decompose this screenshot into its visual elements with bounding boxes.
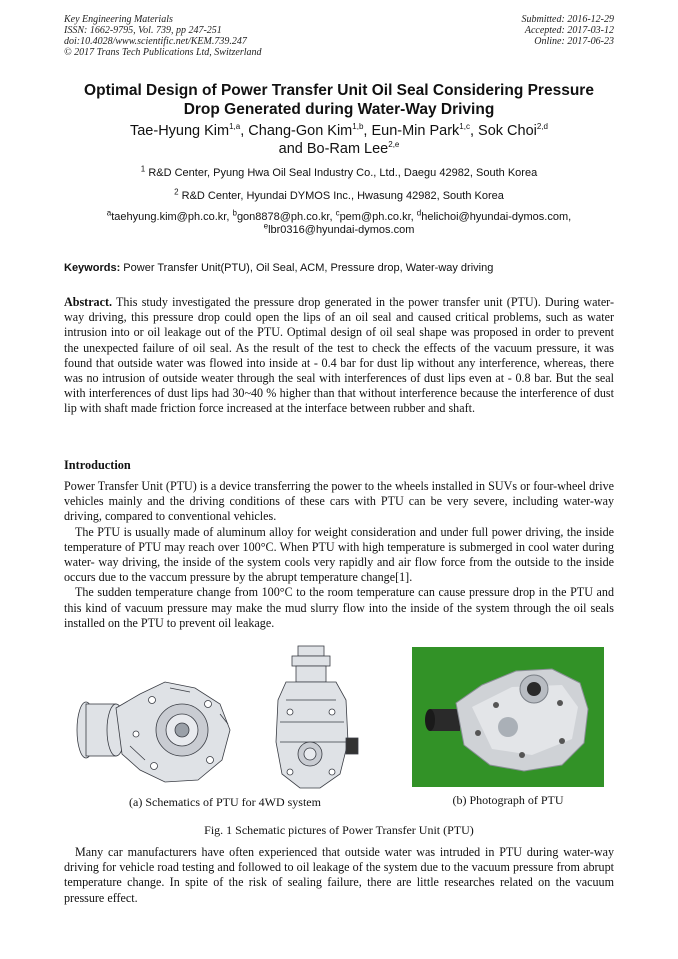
paragraph: Power Transfer Unit (PTU) is a device transferring the power to the wheels installed in SUVs or four-wheel drive vehicles mainly and the driving conditions of these cars with PTU can be very severe, including water-way driving, compared to conventional vehicles. [64, 479, 614, 524]
accepted-date: Accepted: 2017-03-12 [524, 25, 614, 36]
affiliation-2: $^2$ R&D Center, Hyundai DYMOS Inc., Hwasung 42982, South Korea [174, 187, 504, 202]
email-link[interactable]: pem@ph.co.kr, [339, 211, 417, 223]
online-date: Online: 2017-06-23 [534, 36, 614, 47]
figure-caption-b: (b) Photograph of PTU [452, 793, 564, 807]
journal-copyright: © 2017 Trans Tech Publications Ltd, Switzerland [64, 47, 262, 58]
author-list: Tae-Hyung Kim$^{1,a}$, Chang-Gon Kim$^{1,b}$, Eun-Min Park$^{1,c}$, Sok Choi$^{2,d}$ and Bo-Ram Lee$^{2,e}$ [129, 122, 548, 157]
section-heading-introduction: Introduction [64, 458, 131, 472]
keywords-label: Keywords: [64, 262, 121, 274]
journal-name: Key Engineering Materials [64, 14, 173, 25]
affiliation-1: $^1$ R&D Center, Pyung Hwa Oil Seal Industry Co., Ltd., Daegu 42982, South Korea [140, 164, 538, 179]
submitted-date: Submitted: 2016-12-29 [521, 14, 614, 25]
email-list: $^a$taehyung.kim@ph.co.kr, $^b$gon8878@ph.co.kr, $^c$pem@ph.co.kr, $^d$helichoi@hyundai-dymos.com, $^e$lbr0316@hyundai-dymos.com [106, 208, 572, 236]
paragraph: Many car manufacturers have often experienced that outside water was intruded in PTU during water-way driving for vehicle road testing and followed to oil leakage of the system due to the vacuum pressure from abrupt temperature change. In spite of the risk of sealing failure, there are little researches related on the vacuum pressure effect. [64, 845, 614, 905]
figure-ptu-schematic [70, 642, 390, 792]
author-name: Chang-Gon Kim [248, 123, 353, 139]
author-name: Tae-Hyung Kim [129, 123, 230, 139]
paragraph: The sudden temperature change from 100°C to the room temperature can cause pressure drop in the PTU and this kind of vacuum pressure may make the mud slurry flow into the inside of the system through the oil seals installed on the PTU to prevent oil leakage. [64, 585, 614, 630]
email-link[interactable]: gon8878@ph.co.kr, [236, 211, 336, 223]
introduction-body [64, 479, 614, 631]
journal-doi: doi:10.4028/www.scientific.net/KEM.739.247 [64, 36, 247, 47]
email-link[interactable]: lbr0316@hyundai-dymos.com [268, 224, 415, 236]
keywords [64, 261, 624, 275]
journal-issn: ISSN: 1662-9795, Vol. 739, pp 247-251 [64, 25, 222, 36]
dates-header [522, 14, 615, 47]
abstract [64, 295, 614, 417]
author-name: Eun-Min Park [371, 123, 460, 139]
paragraph: The PTU is usually made of aluminum alloy for weight consideration and under full power driving, the inside temperature of PTU may reach over 100°C. When PTU with high temperature is submerged in cool water during water- way driving, the inside of the system cools very rapidly and air flow force from the outside to the inside occurs due to the vaccum pressure by the abrupt temperature change[1]. [64, 524, 614, 585]
keywords-text: Power Transfer Unit(PTU), Oil Seal, ACM, Pressure drop, Water-way driving [120, 262, 494, 274]
author-name: and Bo-Ram Lee [278, 141, 389, 157]
figure-ptu-photo [412, 647, 604, 787]
post-figure-body [64, 845, 614, 906]
figure-caption: Fig. 1 Schematic pictures of Power Transfer Unit (PTU) [204, 823, 474, 837]
author-name: Sok Choi [478, 123, 537, 139]
paper-title: Optimal Design of Power Transfer Unit Oil Seal Considering Pressure Drop Generated during Water-Way Driving [84, 82, 594, 118]
abstract-text: This study investigated the pressure drop generated in the power transfer unit (PTU). During water-way driving, this pressure drop could open the lips of an oil seal and caused critical problems, such as water intrusion into or oil leakage out of the PTU. Optimal design of oil seal shape was proposed in order to prevent the unexpected failure of oil seal. As the result of the test to check the effects of the vacuum pressure, it was found that outside water was flowed into inside at - 0.4 bar for dust lip without any interference, whereas, there was no intrusion of outside weater through the seal with interferences of dust lips even at - 0.8 bar. But the seal with interferences of dust lips had 30~40 % higher than that without interference because the interference of dust lip with shaft made friction force increased at the interface between rubber and shaft. [64, 295, 614, 416]
figure-caption-a: (a) Schematics of PTU for 4WD system [129, 795, 321, 809]
abstract-label: Abstract. [64, 295, 113, 309]
email-link[interactable]: helichoi@hyundai-dymos.com, [421, 211, 572, 223]
journal-header [64, 14, 262, 58]
email-link[interactable]: taehyung.kim@ph.co.kr, [111, 211, 233, 223]
